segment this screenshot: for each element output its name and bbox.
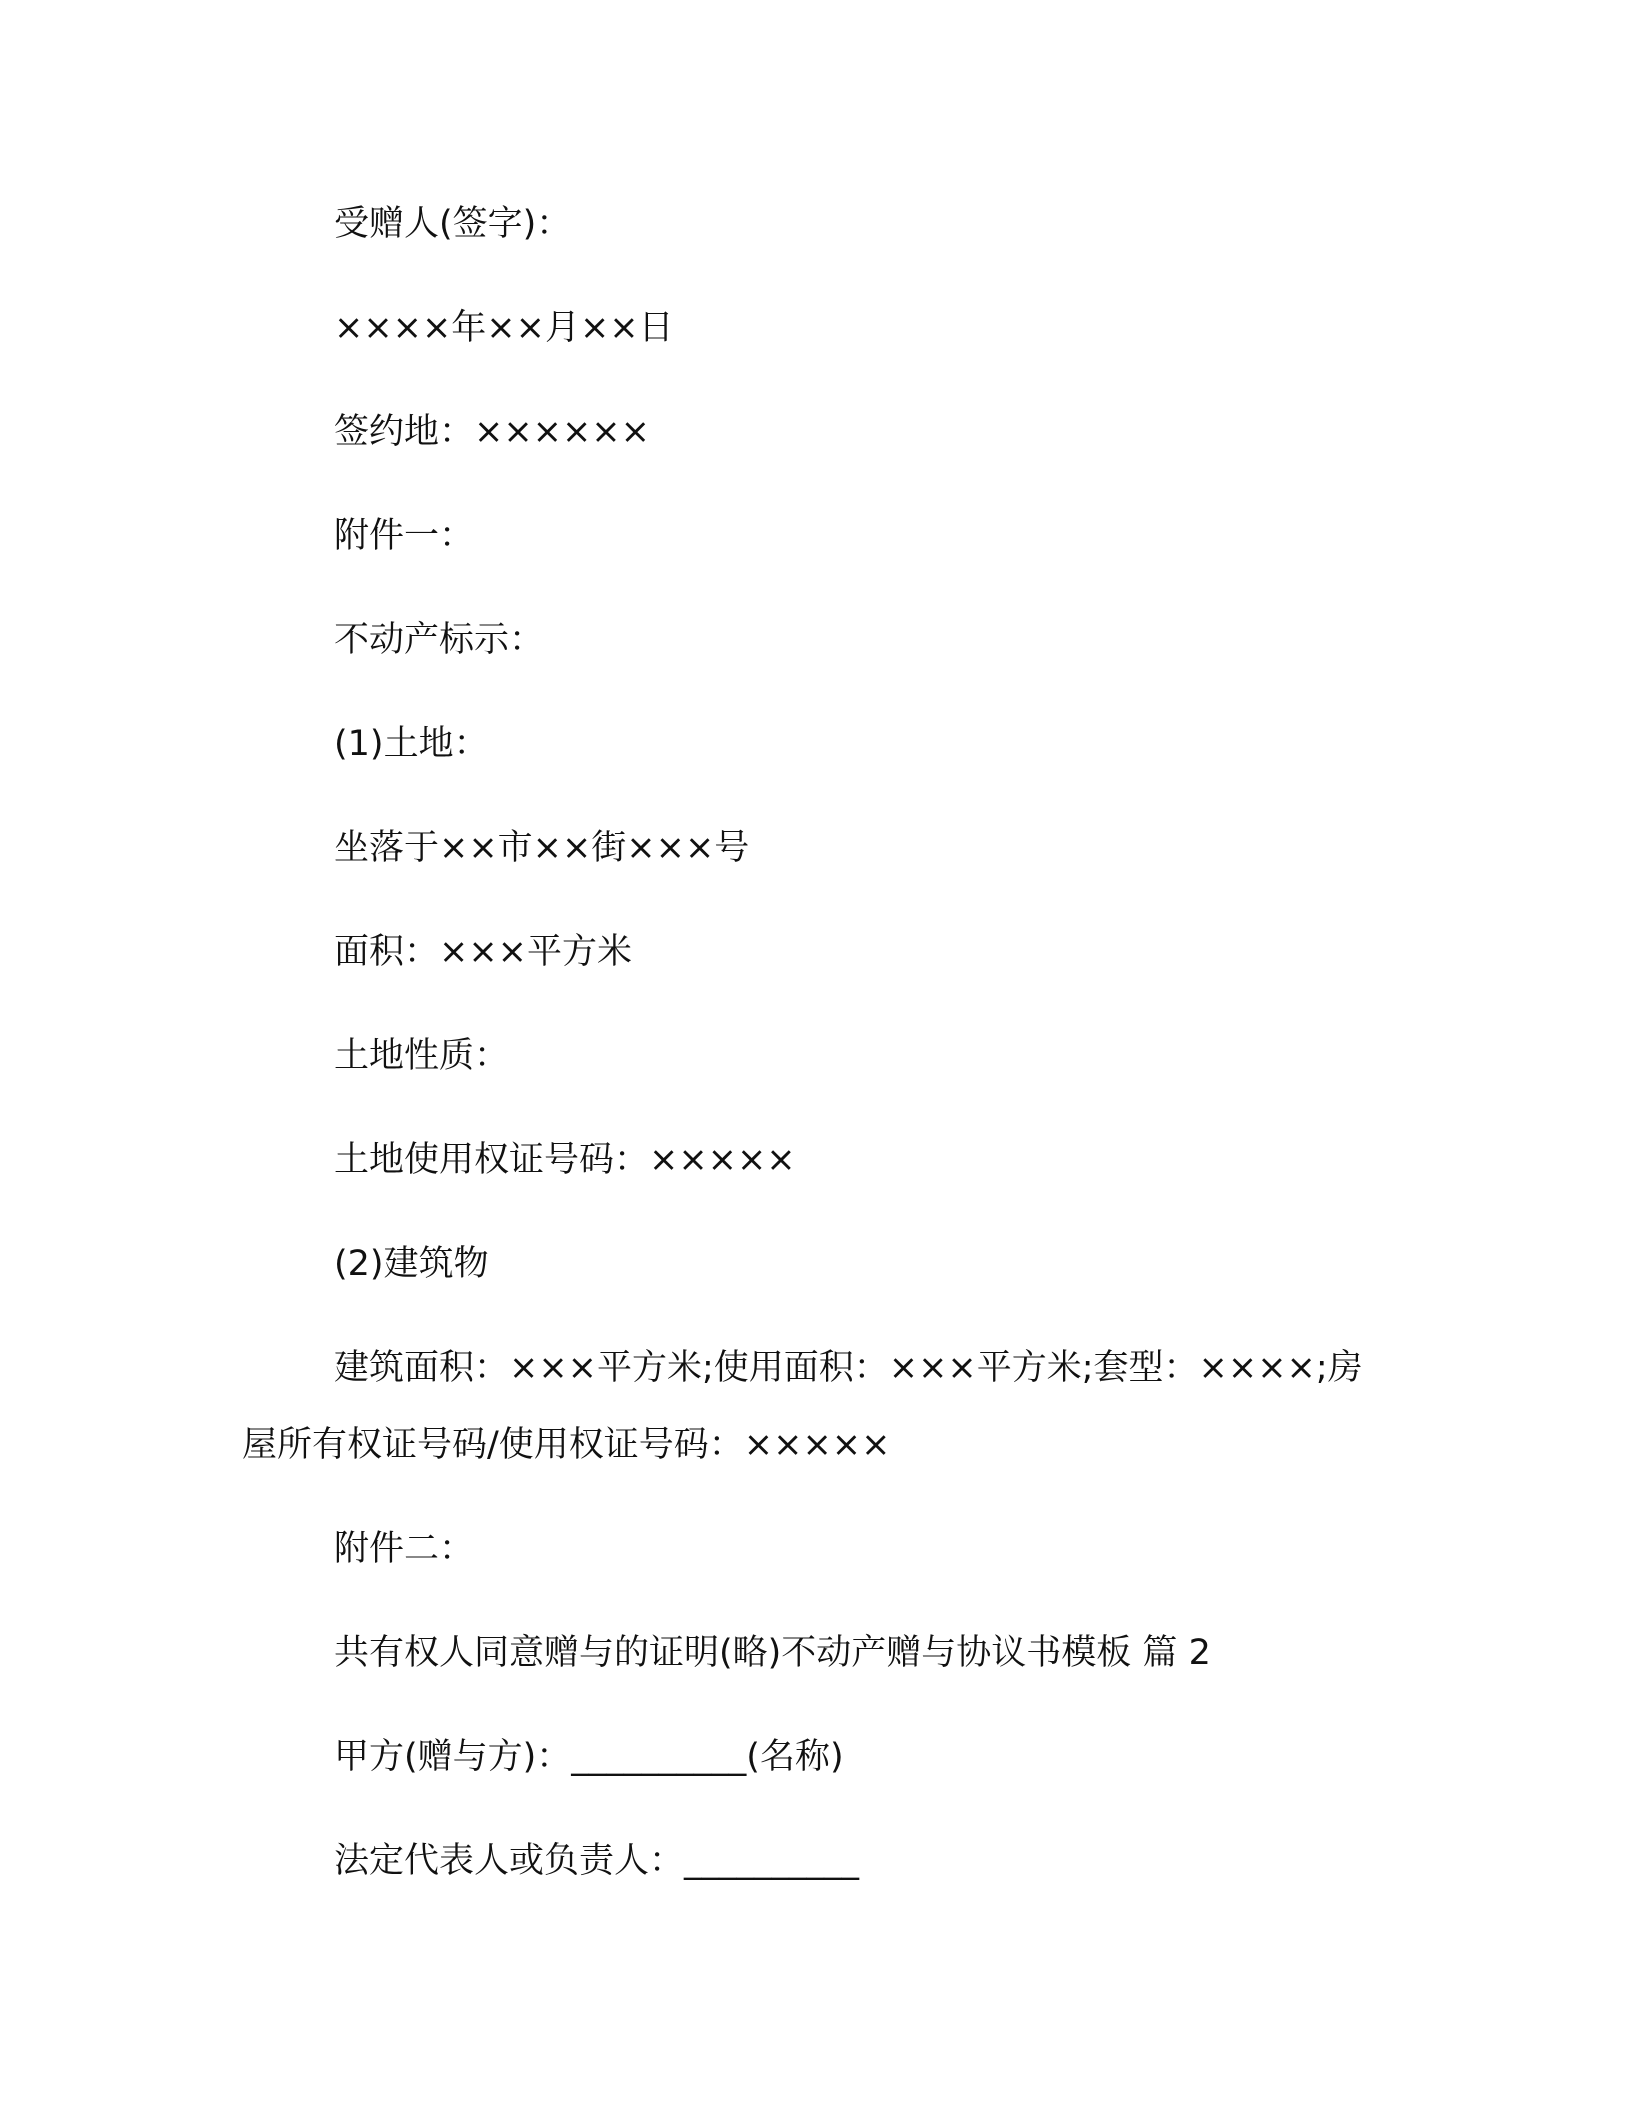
paragraph-attachment-two: 附件二： <box>334 1529 475 1569</box>
paragraph-land-nature: 土地性质： <box>334 1036 510 1076</box>
paragraph-signing-place: 签约地：×××××× <box>334 412 650 452</box>
paragraph-property-label: 不动产标示： <box>334 620 545 660</box>
document-body <box>242 186 1382 1927</box>
paragraph-coowner-consent: 共有权人同意赠与的证明(略)不动产赠与协议书模板 篇 2 <box>334 1633 1211 1673</box>
paragraph-recipient-signature: 受赠人(签字)： <box>334 204 572 244</box>
paragraph-land-heading: (1)土地： <box>334 724 489 764</box>
paragraph-date: ××××年××月××日 <box>334 308 674 348</box>
paragraph-land-location: 坐落于××市××街×××号 <box>334 828 750 868</box>
paragraph-legal-representative: 法定代表人或负责人：__________ <box>334 1841 860 1881</box>
paragraph-building-heading: (2)建筑物 <box>334 1244 489 1284</box>
paragraph-land-area: 面积：×××平方米 <box>334 932 632 972</box>
paragraph-attachment-one: 附件一： <box>334 516 475 556</box>
paragraph-party-a: 甲方(赠与方)：__________(名称) <box>334 1737 844 1777</box>
paragraph-land-certificate: 土地使用权证号码：××××× <box>334 1140 796 1180</box>
paragraph-building-details: 建筑面积：×××平方米;使用面积：×××平方米;套型：××××;房屋所有权证号码/使用权证号码：××××× <box>242 1348 1363 1465</box>
